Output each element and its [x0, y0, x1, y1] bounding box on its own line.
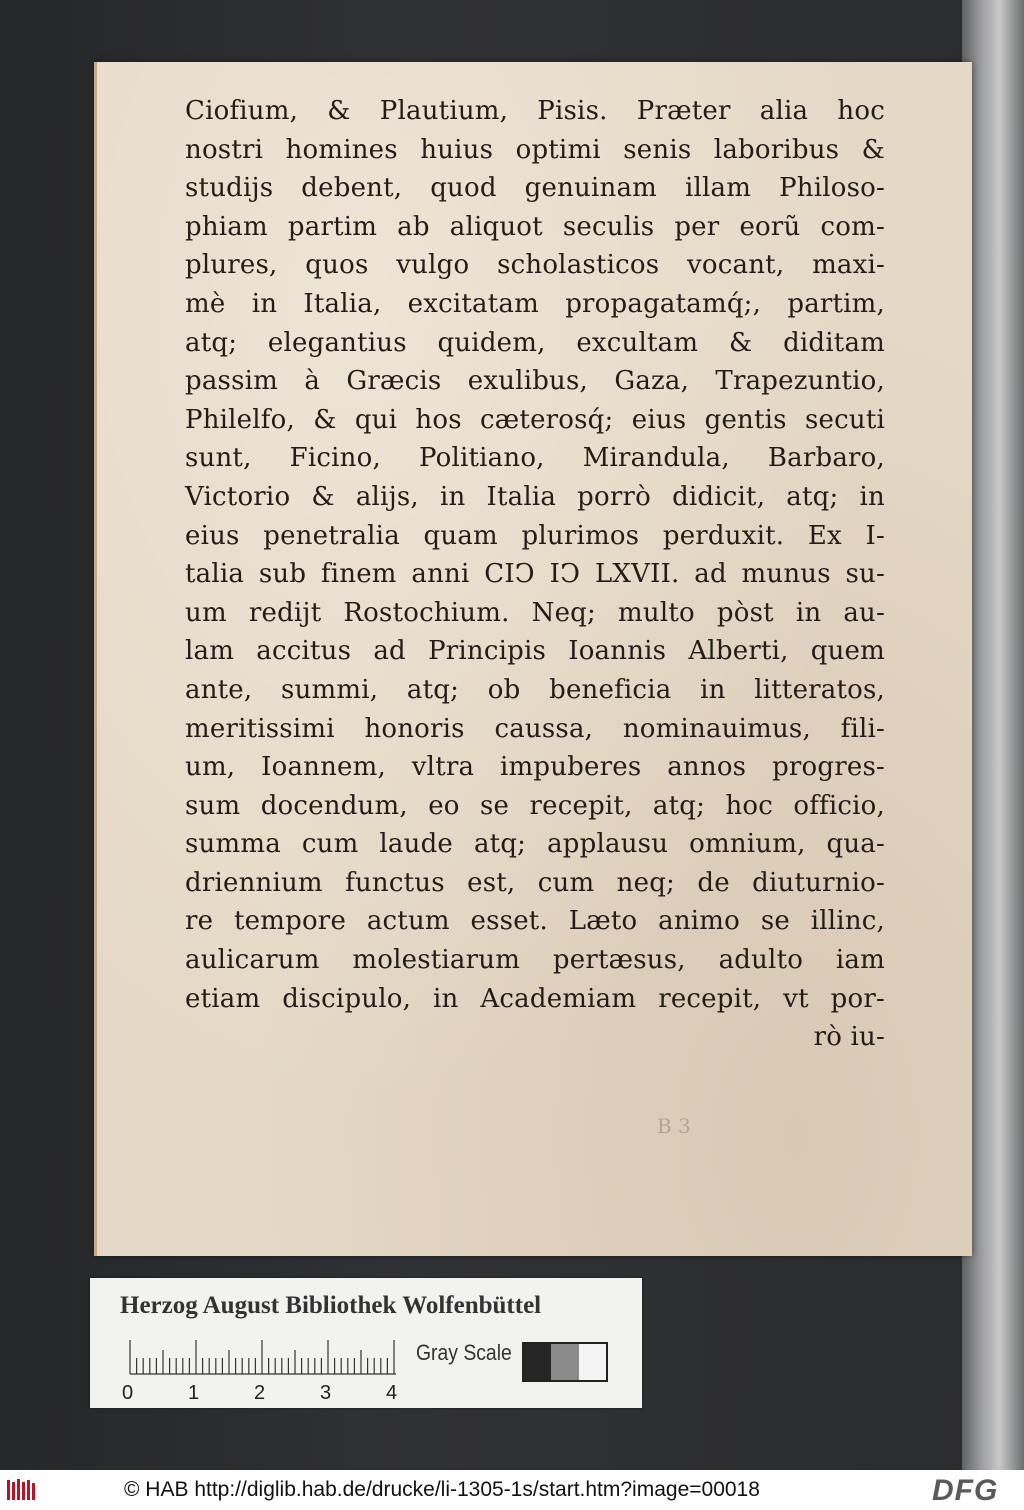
document-page	[94, 62, 972, 1256]
text-line: um, Ioannem, vltra impuberes annos progres-	[185, 752, 885, 783]
ruler-number: 2	[254, 1382, 266, 1404]
ruler-numbers	[122, 1382, 422, 1406]
gray-swatch	[551, 1344, 578, 1380]
text-line: re tempore actum esset. Læto animo se illinc,	[185, 906, 885, 937]
footer-bar	[0, 1470, 1024, 1510]
text-line: Victorio & alijs, in Italia porrò didicit, atq; in	[185, 481, 885, 512]
gray-scale-label: Gray Scale	[416, 1340, 512, 1365]
text-line: driennium functus est, cum neq; de diuturnio-	[185, 867, 885, 898]
gray-swatch	[524, 1344, 551, 1380]
gray-scale-swatches	[522, 1342, 608, 1382]
text-line: phiam partim ab aliquot seculis per eorũ com-	[185, 211, 885, 242]
text-line: etiam discipulo, in Academiam recepit, vt por-	[185, 983, 885, 1014]
text-line: nostri homines huius optimi senis laboribus &	[185, 134, 885, 165]
color-calibration-bar	[90, 1278, 642, 1408]
ruler-number: 4	[386, 1382, 398, 1404]
text-line: talia sub finem anni CIↃ IↃ LXVII. ad munus su-	[185, 559, 885, 590]
ruler-icon	[128, 1340, 398, 1376]
hab-logo-icon	[6, 1478, 40, 1502]
ruler-number: 1	[188, 1382, 200, 1404]
ruler-number: 0	[122, 1382, 134, 1404]
text-line: eius penetralia quam plurimos perduxit. Ex I-	[185, 520, 885, 551]
text-line: rò iu-	[813, 1022, 885, 1053]
text-line: aulicarum molestiarum pertæsus, adulto iam	[185, 945, 885, 976]
library-title: Herzog August Bibliothek Wolfenbüttel	[120, 1292, 542, 1319]
page-text	[185, 92, 885, 1057]
text-line: um redijt Rostochium. Neq; multo pòst in au-	[185, 597, 885, 628]
text-line: plures, quos vulgo scholasticos vocant, maxi-	[185, 250, 885, 281]
text-line: Ciofium, & Plautium, Pisis. Præter alia hoc	[185, 96, 885, 126]
text-line: Philelfo, & qui hos cæterosq́; eius gentis secuti	[185, 404, 885, 435]
text-line: sunt, Ficino, Politiano, Mirandula, Barbaro,	[185, 443, 885, 474]
text-line: mè in Italia, excitatam propagatamq́;, partim,	[185, 288, 885, 319]
dfg-logo: DFG	[932, 1474, 999, 1507]
ruler-number: 3	[320, 1382, 332, 1404]
text-line: atq; elegantius quidem, excultam & diditam	[185, 327, 885, 358]
text-line: passim à Græcis exulibus, Gaza, Trapezuntio,	[185, 366, 885, 397]
text-line: ante, summi, atq; ob beneficia in litteratos,	[185, 674, 885, 705]
gray-swatch	[579, 1344, 606, 1380]
text-line: meritissimi honoris caussa, nominauimus, fili-	[185, 713, 885, 744]
text-line: summa cum laude atq; applausu omnium, qua-	[185, 829, 885, 860]
copyright-link[interactable]: © HAB http://diglib.hab.de/drucke/li-1305-1s/start.htm?image=00018	[124, 1478, 760, 1501]
text-line: lam accitus ad Principis Ioannis Alberti, quem	[185, 636, 885, 667]
text-line: studijs debent, quod genuinam illam Philoso-	[185, 173, 885, 204]
text-line: sum docendum, eo se recepit, atq; hoc officio,	[185, 790, 885, 821]
signature-mark: B 3	[657, 1114, 691, 1138]
